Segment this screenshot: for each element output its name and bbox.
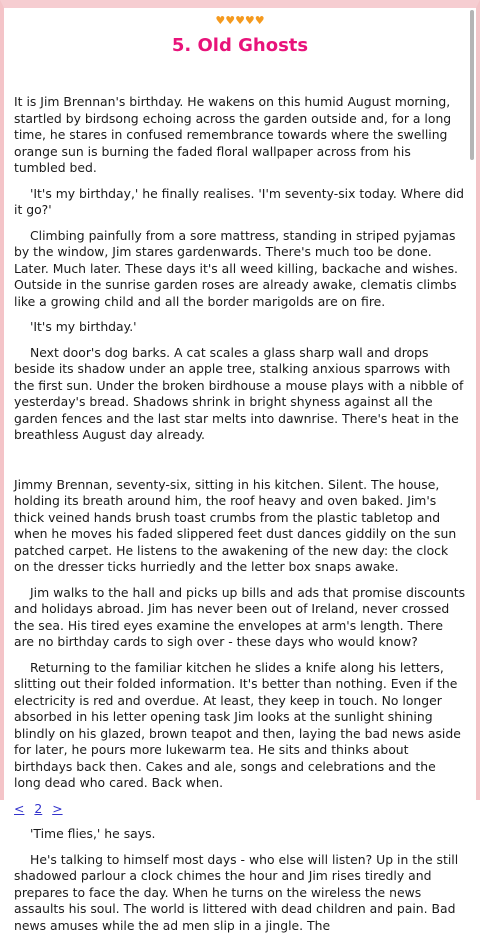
paragraph: It is Jim Brennan's birthday. He wakens on this humid August morning, startled by birdsong echoing across the garden outside and, for a long time, he stares in confused remembrance towards where the swelling orange sun is burning the faded floral wallpaper across from his tumbled bed. [14, 94, 452, 175]
text-section-3 [14, 826, 466, 934]
chapter-title: 5. Old Ghosts [171, 35, 309, 56]
text-section-2 [14, 477, 466, 792]
next-page-link[interactable]: > [52, 800, 63, 816]
paragraph: 'Time flies,' he says. [30, 826, 156, 841]
scrollbar[interactable] [470, 10, 474, 160]
paragraph: Jimmy Brennan, seventy-six, sitting in his kitchen. Silent. The house, holding its breath around him, the roof heavy and oven baked. Jim's thick veined hands brush toast crumbs from the plastic tabletop and when he moves his faded slippered feet dust dances giddily on the sun patched carpet. He listens to the awakening of the new day: the clock on the dresser ticks hurriedly and the letter box snaps awake. [14, 476, 457, 574]
rating-hearts: ♥♥♥♥♥ [215, 14, 265, 27]
paragraph: 'It's my birthday,' he finally realises. 'I'm seventy-six today. Where did it go?' [14, 185, 465, 217]
paragraph: Jim walks to the hall and picks up bills and ads that promise discounts and holidays abroad. Jim has never been out of Ireland, never crossed the sea. His tired eyes examine the envelopes at arm's length. There are no birthday cards to sigh over - these days who would know? [14, 584, 466, 649]
page-navigation [14, 801, 466, 818]
reader-content [14, 14, 466, 943]
paragraph: Returning to the familiar kitchen he slides a knife along his letters, slitting out their folded information. It's better than nothing. Even if the electricity is red and overdue. At least, they keep in touch. No longer absorbed in his letter opening task Jim looks at the sunlight shining blindly on his glazed, brown teapot and then, laying the bad news aside for later, he pours more lukewarm tea. He sits and thinks about birthdays back then. Cakes and ale, songs and celebrations and the long dead who cared. Back when. [14, 659, 461, 790]
paragraph: 'It's my birthday.' [30, 319, 137, 334]
paragraph: Climbing painfully from a sore mattress, standing in striped pyjamas by the window, Jim stares gardenwards. There's much too be done. Later. Much later. These days it's all weed killing, backache and wishes. Outside in the sunrise garden roses are already awake, clematis climbs like a growing child and all the border marigolds are on fire. [14, 227, 458, 309]
prev-page-link[interactable]: < [14, 800, 25, 816]
page-number-link[interactable]: 2 [34, 800, 43, 816]
text-section-1 [14, 94, 466, 444]
section-break [14, 453, 466, 477]
paragraph: Next door's dog barks. A cat scales a glass sharp wall and drops beside its shadow under an apple tree, stalking anxious sparrows with the first sun. Under the broken birdhouse a mouse plays with a nibble of yesterday's bread. Shadows shrink in bright shyness against all the garden fences and the last star melts into dawnrise. There's heat in the breathless August day already. [14, 344, 464, 442]
paragraph: He's talking to himself most days - who else will listen? Up in the still shadowed parlour a clock chimes the hour and Jim rises tiredly and prepares to face the day. When he turns on the wireless the news assaults his soul. The world is littered with dead children and pain. Bad news amuses while the ad men slip in a jingle. The [14, 851, 459, 933]
